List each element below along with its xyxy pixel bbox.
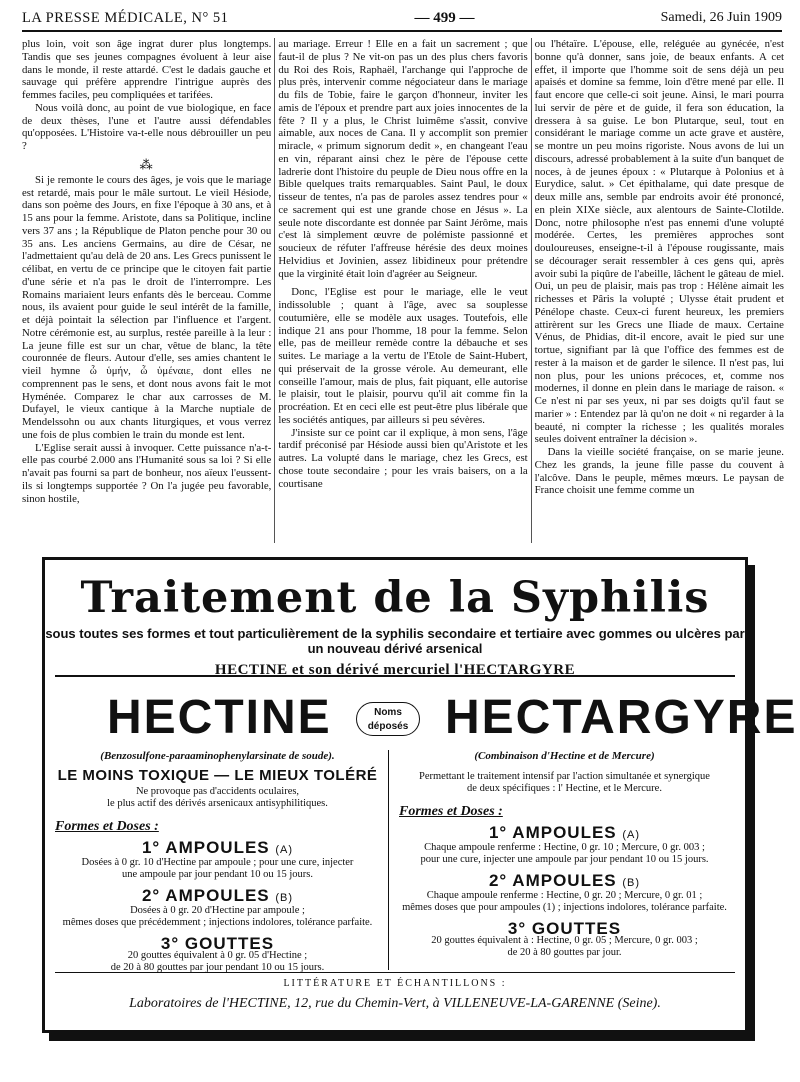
journal-title: LA PRESSE MÉDICALE, N° 51 <box>22 9 229 26</box>
dose-item-label: 3° GOUTTES <box>507 919 622 938</box>
dose-item-tag: (B) <box>275 892 294 904</box>
ad-footer-address: Laboratoires de l'HECTINE, 12, rue du Chemin-Vert, à VILLENEUVE-LA-GARENNE (Seine). <box>129 996 661 1011</box>
dose-item-title <box>397 871 732 890</box>
dose-description: 20 gouttes équivalent à : Hectine, 0 gr. 05 ; Mercure, 0 gr. 003 ; <box>431 935 698 946</box>
formes-doses-heading: Formes et Doses : <box>399 804 503 819</box>
brand-hectargyre: HECTARGYRE <box>445 691 798 744</box>
article-columns <box>22 38 784 543</box>
dose-item-label: 3° GOUTTES <box>160 934 275 953</box>
dose-description: de 20 à 80 gouttes par jour. <box>507 947 622 958</box>
slogan: LE MOINS TOXIQUE — LE MIEUX TOLÉRÉ <box>57 767 378 784</box>
divider <box>55 675 735 677</box>
dose-description: une ampoule par jour pendant 10 ou 15 jours. <box>122 869 313 880</box>
deposes-label: déposés <box>367 721 409 732</box>
hectine-details <box>55 750 380 974</box>
dose-item-title <box>397 919 732 938</box>
trademark-badge <box>356 702 420 736</box>
ad-footer-heading: LITTÉRATURE ET ÉCHANTILLONS : <box>283 978 507 989</box>
dose-item-label: 2° AMPOULES <box>141 886 270 905</box>
divider <box>388 750 389 970</box>
note: le plus actif des dérivés arsenicaux antisyphilitiques. <box>107 798 328 809</box>
paragraph: ou l'hétaïre. L'épouse, elle, reléguée au gynécée, n'est bonne qu'à donner, sans joie, de beaux enfants. A cet effet, il importe que l'homme soit de sens déjà un peu apaisés et domine sa femme, loin d'être mené par elle. Il faut encore que celle-ci soit jeune. Ainsi, le mari pourra lui servir de père et de guide, il fera son éducation, la dressera à sa guise. Le bon Plutarque, seul, tout en considérant le mariage comme un acte grave et austère, se montre un peu moins rigoriste. Nous avons de lui un discours, adressé probablement à la suite d'un banquet de noces, à de jeunes époux : « Plutarque à Polonius et à Eurydice, salut. » Cet épithalame, qui date presque de deux mille ans, semble par endroits avoir été prononcé, en plein XIXe siècle, aux alentours de Sainte-Clotilde. Donc, notre philosophe n'est pas ennemi d'une volupté modérée. Certes, les premières approches sont douloureuses, enseigne-t-il à l'épouse rougissante, mais se décourager serait ressembler à ces gens qui, après avoir subi la piqûre de l'abeille, lâchent le gâteau de miel. Oui, un peu de plaisir, mais pas trop : Hélène aimait les richesses et Pâris la volupté ; Ulysse était prudent et Pénélope chaste. Ceux-ci furent heureux, les premiers attirèrent sur les Grecs une Iliade de maux. Certaine Vénus, de Phidias, dit-il encore, avait le pied sur une tortue, signifiant par là que l'office des femmes est de rester à la maison et de garder le silence. Il n'est pas, lui non plus, pour les unions précoces, et, comme nos modernes, il donne en plein dans le mariage de raison. « Ce n'est ni par ses yeux, ni par ses doigts qu'il faut se marier » : Entendez par là qu'on ne doit « ni regarder à la beauté, ni compter la richesse ; les qualités morales seules doivent entraîner la décision ». <box>534 38 784 446</box>
paragraph: au mariage. Erreur ! Elle en a fait un sacrement ; que faut-il de plus ? Ne vit-on pas un des plus chers favoris du Roi des Rois, Raphaël, l'archange qui l'approche de plus près, intervenir comme négociateur dans le mariage du fils de Tobie, faire le garçon d'honneur, inviter les amis de l'époux et prendre part aux joies innocentes de la fête ? Il y a plus, le Christ luimême s'assit, convive aimable, aux noces de Cana. Il y accomplit son premier miracle, « primum signorum dedit », en changeant l'eau en vin, réparant ainsi chez le père de l'épouse cette ladrerie dont l'histoire du peuple de Dieu nous offre en la Bible quelques traits remarquables. Saint Paul, le doux tisseur de tentes, n'a pas de paroles assez tendres pour « ce sacrement qui est une grande chose en Jésus ». La seule note discordante est donnée par Saint Jérôme, mais c'est là simplement œuvre de polémiste passionné et soucieux de réfuter l'affreuse hérésie des deux moines Helvidius et Jovinien, assez libidineux pour prétendre que la virginité était loin d'agréer au Seigneur. <box>278 38 528 280</box>
dose-item-label: 1° AMPOULES <box>141 838 270 857</box>
page-number: — 499 — <box>414 9 475 26</box>
dose-description: Dosées à 0 gr. 20 d'Hectine par ampoule ; <box>130 905 305 916</box>
paragraph: J'insiste sur ce point car il explique, à mon sens, l'âge tardif préconisé par Hésiode aussi bien qu'Aristote et les autres. La volupté dans le mariage, chez les Grecs, est chose toute secondaire ; pour les vrais baisers, on a la courtisane <box>278 426 528 490</box>
noms-label: Noms <box>374 707 402 718</box>
note: Permettant le traitement intensif par l'action simultanée et synergique <box>419 771 710 782</box>
paragraph: L'Eglise serait aussi à invoquer. Cette puissance n'a-t-elle pas courbé 2.000 ans l'Humanité sous sa loi ? Si elle n'avait pas fourni sa part de bonheur, nos aïeux l'eussent-ils si longtemps supportée ? On l'a jugée peu favorable, sinon hostile, <box>22 441 272 505</box>
advertisement <box>42 557 798 1033</box>
dose-description: de 20 à 80 gouttes par jour pendant 10 ou 15 jours. <box>110 962 325 973</box>
paragraph: Nous voilà donc, au point de vue biologique, en face de deux thèses, l'une et l'autre aussi défendables qu'opposées. L'Histoire va-t-elle nous débrouiller un peu ? <box>22 101 272 152</box>
page-header <box>22 6 782 32</box>
dose-item-title <box>55 886 380 905</box>
dose-description: Chaque ampoule renferme : Hectine, 0 gr. 20 ; Mercure, 0 gr. 01 ; <box>426 890 703 901</box>
section-separator: ⁂ <box>139 156 154 172</box>
dose-item-tag: (A) <box>275 844 294 856</box>
dose-item-title <box>397 823 732 842</box>
formes-doses-heading: Formes et Doses : <box>55 819 159 834</box>
paragraph: plus loin, voit son âge ingrat durer plus longtemps. Tandis que ses jeunes compagnes évoluent à leur aise dans le monde, il reste attardé. C'est le dadais gauche et sauvage qui préfère apprendre l'intrigue auprès des femmes faciles, peu compliquées et tarifées. <box>22 38 272 101</box>
article-column-1 <box>22 38 271 543</box>
note: Ne provoque pas d'accidents oculaires, <box>135 786 300 797</box>
dose-description: Dosées à 0 gr. 10 d'Hectine par ampoule ; pour une cure, injecter <box>81 857 354 868</box>
brand-hectine: HECTINE <box>107 691 332 744</box>
chemical-name: (Combinaison d'Hectine et de Mercure) <box>474 750 655 762</box>
dose-item-tag: (B) <box>622 877 641 889</box>
dose-item-title <box>55 838 380 857</box>
paragraph: Si je remonte le cours des âges, je vois que le mariage est retardé, mais pour le mâle surtout. Le vieil Hésiode, dans son poème des Jours, en fixe l'époque à 30 ans, et à 15 ans pour la femme. Aristote, dans sa Politique, incline vers 37 ans ; la République de Platon penche pour 30 ou 35 ans. Les anciens Germains, au dire de César, ne l'admettaient qu'au delà de 20 ans. Les Grecs punissent le célibat, en vertu de ce principe que le citoyen fait partie d'une série et n'a pas le droit de l'interrompre. Les Romains mariaient leurs enfants dès le berceau. Comme nous, ils avaient pour guide le seul intérêt de la famille, et déjà pointait la sélection par l'influence et l'argent. Notre cérémonie est, au surplus, restée pareille à la leur : La jeune fille est sur un char, vêtue de blanc, la tête couronnée de fleurs. Autour d'elle, ses amies chantent le vieil hymne ὦ ὑμήν, ὦ ὑμέναιε, dont elles ne comprennent pas le sens, et dont nous avons fait le mot Hyménée. Comparez le char aux carrosses de M. Dufayel, le vieux cantique à la Marche nuptiale de Mendelssohn ou aux chants liturgiques, et vous verrez une fois de plus combien le train du monde est lent. <box>22 173 272 441</box>
brand-row <box>45 690 798 750</box>
article-column-2 <box>274 38 527 543</box>
ad-title: Traitement de la Syphilis <box>80 573 710 623</box>
dose-item-title <box>55 934 380 953</box>
dose-description: mêmes doses que précédemment ; injections indolores, tolérance parfaite. <box>62 917 373 928</box>
paragraph: Donc, l'Eglise est pour le mariage, elle le veut indissoluble ; quant à l'âge, avec sa souplesse coutumière, elle se modèle aux usages. Toutefois, elle indique 21 ans pour l'homme, 18 pour la femme. Selon elle, pas de meilleur remède contre la débauche et ses suites. Le mariage a la vertu de l'Etole de Saint-Hubert, qui préservait de la grosse vérole. Au demeurant, elle conseille l'amour, mais de plus, fait piquant, elle autorise le plaisir, tout le plaisir, pourvu qu'il ait comme fin la procréation. Et en ceci elle est peut-être plus libérale que les sociétés antiques, par ailleurs si peu sévères. <box>278 286 528 426</box>
dose-item-label: 1° AMPOULES <box>488 823 617 842</box>
hectargyre-details <box>397 750 732 959</box>
dose-description: 20 gouttes équivalent à 0 gr. 05 d'Hectine ; <box>127 950 308 961</box>
chemical-name: (Benzosulfone-paraaminophenylarsinate de soude). <box>100 750 335 762</box>
article-column-3 <box>531 38 784 543</box>
note: de deux spécifiques : l' Hectine, et le Mercure. <box>467 783 662 794</box>
ad-subtitle: sous toutes ses formes et tout particulièrement de la syphilis secondaire et tertiaire avec gommes ou ulcères par un nouveau dérivé arsenical <box>45 626 745 656</box>
dose-item-label: 2° AMPOULES <box>488 871 617 890</box>
issue-date: Samedi, 26 Juin 1909 <box>660 10 782 25</box>
dose-item-tag: (A) <box>622 829 641 841</box>
dose-description: pour une cure, injecter une ampoule par jour pendant 10 ou 15 jours. <box>420 854 709 865</box>
ad-products-line: HECTINE et son dérivé mercuriel l'HECTARGYRE <box>214 662 576 678</box>
paragraph: Dans la vieille société française, on se marie jeune. Chez les grands, la jeune fille passe du couvent à l'alcôve. Dans le peuple, mêmes mœurs. Le paysan de France choisit une femme comme un <box>534 446 784 497</box>
divider <box>55 972 735 973</box>
dose-description: Chaque ampoule renferme : Hectine, 0 gr. 10 ; Mercure, 0 gr. 003 ; <box>424 842 705 853</box>
dose-description: mêmes doses que pour ampoules (1) ; injections indolores, tolérance parfaite. <box>402 902 727 913</box>
